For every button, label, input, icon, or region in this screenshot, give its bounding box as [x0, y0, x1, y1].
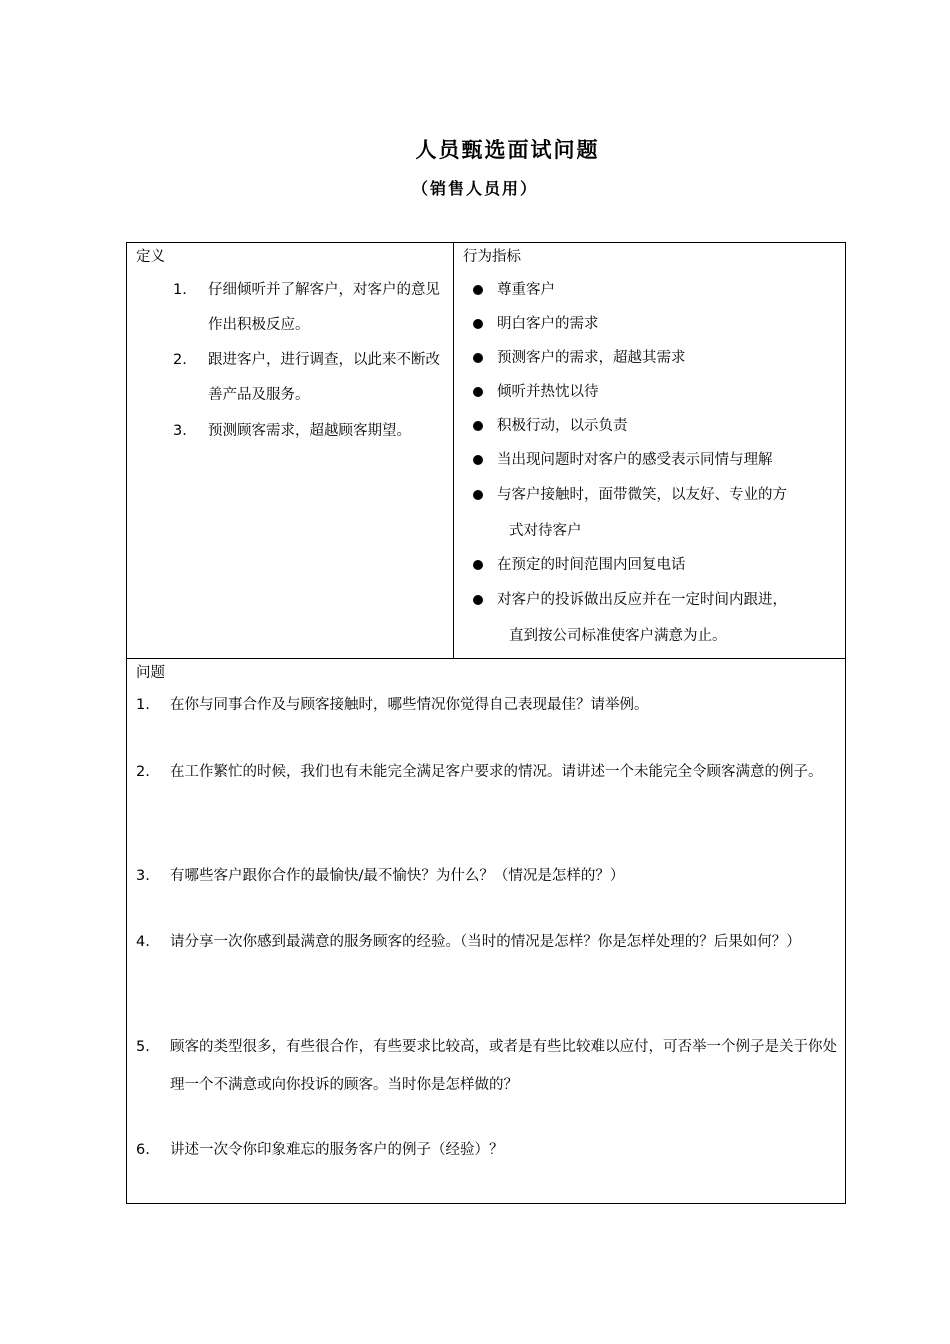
question-number: 3.	[136, 868, 150, 884]
definition-item-number: 1.	[173, 282, 187, 298]
question-number: 5.	[136, 1039, 150, 1055]
question-number: 1.	[136, 697, 150, 713]
question-item	[136, 923, 841, 961]
question-text: 在工作繁忙的时候，我们也有未能完全满足客户要求的情况。请讲述一个未能完全令顾客满意的例子。	[170, 764, 823, 780]
behavior-item	[473, 272, 843, 308]
page-title: 人员甄选面试问题	[415, 137, 600, 162]
definition-item-text: 跟进客户，进行调查，以此来不断改善产品及服务。	[208, 352, 440, 403]
question-item	[136, 857, 841, 895]
question-text: 有哪些客户跟你合作的最愉快/最不愉快？为什么？（情况是怎样的？）	[170, 868, 625, 884]
table-divider-vertical	[453, 243, 454, 658]
behavior-item	[473, 408, 843, 444]
bullet-icon	[473, 387, 483, 397]
definition-item-number: 3.	[173, 423, 187, 439]
bullet-icon	[473, 421, 483, 431]
behavior-item-text: 在预定的时间范围内回复电话	[497, 557, 686, 573]
behavior-item	[473, 306, 843, 342]
question-text: 顾客的类型很多，有些很合作，有些要求比较高，或者是有些比较难以应付，可否举一个例子是关于你处理一个不满意或向你投诉的顾客。当时你是怎样做的？	[170, 1039, 837, 1093]
page-subtitle: （销售人员用）	[411, 179, 538, 198]
bullet-icon	[473, 455, 483, 465]
bullet-icon	[473, 490, 483, 500]
bullet-icon	[473, 353, 483, 363]
behavior-item-text: 尊重客户	[497, 282, 555, 298]
question-number: 2.	[136, 764, 150, 780]
definition-item	[173, 343, 453, 413]
question-text: 在你与同事合作及与顾客接触时，哪些情况你觉得自己表现最佳？请举例。	[170, 697, 649, 713]
definition-item-text: 预测顾客需求，超越顾客期望。	[208, 423, 411, 439]
behavior-item-text: 明白客户的需求	[497, 316, 599, 332]
behavior-item	[473, 374, 843, 410]
question-text: 请分享一次你感到最满意的服务顾客的经验。（当时的情况是怎样？你是怎样处理的？后果如何？）	[170, 934, 801, 950]
bullet-icon	[473, 560, 483, 570]
definition-item-number: 2.	[173, 352, 187, 368]
table-divider-horizontal	[127, 658, 845, 659]
bullet-icon	[473, 595, 483, 605]
question-text: 讲述一次令你印象难忘的服务客户的例子（经验）？	[170, 1142, 504, 1158]
bullet-icon	[473, 285, 483, 295]
behavior-item	[473, 442, 843, 478]
question-item	[136, 1028, 841, 1104]
question-number: 6.	[136, 1142, 150, 1158]
behavior-item	[473, 547, 843, 583]
behavior-item-text: 当出现问题时对客户的感受表示同情与理解	[497, 452, 773, 468]
behavior-item-text: 对客户的投诉做出反应并在一定时间内跟进，	[497, 592, 787, 608]
question-item	[136, 686, 841, 724]
behavior-label: 行为指标	[463, 249, 521, 265]
behavior-item-text: 倾听并热忱以待	[497, 384, 599, 400]
behavior-item-text: 与客户接触时，面带微笑，以友好、专业的方	[497, 487, 787, 503]
definition-label: 定义	[136, 249, 165, 265]
question-item	[136, 753, 841, 791]
behavior-item-text: 积极行动，以示负责	[497, 418, 628, 434]
definition-item-text: 仔细倾听并了解客户，对客户的意见作出积极反应。	[208, 282, 440, 333]
behavior-item	[473, 582, 843, 654]
behavior-item-text-continued: 直到按公司标准使客户满意为止。	[509, 628, 727, 644]
behavior-item	[473, 340, 843, 376]
questions-label: 问题	[136, 665, 165, 681]
definition-item	[173, 414, 453, 449]
definition-item	[173, 273, 453, 343]
behavior-item	[473, 477, 843, 549]
behavior-item-text: 预测客户的需求，超越其需求	[497, 350, 686, 366]
interview-table	[126, 242, 846, 1204]
question-item	[136, 1131, 841, 1169]
behavior-item-text-continued: 式对待客户	[509, 523, 582, 539]
question-number: 4.	[136, 934, 150, 950]
bullet-icon	[473, 319, 483, 329]
